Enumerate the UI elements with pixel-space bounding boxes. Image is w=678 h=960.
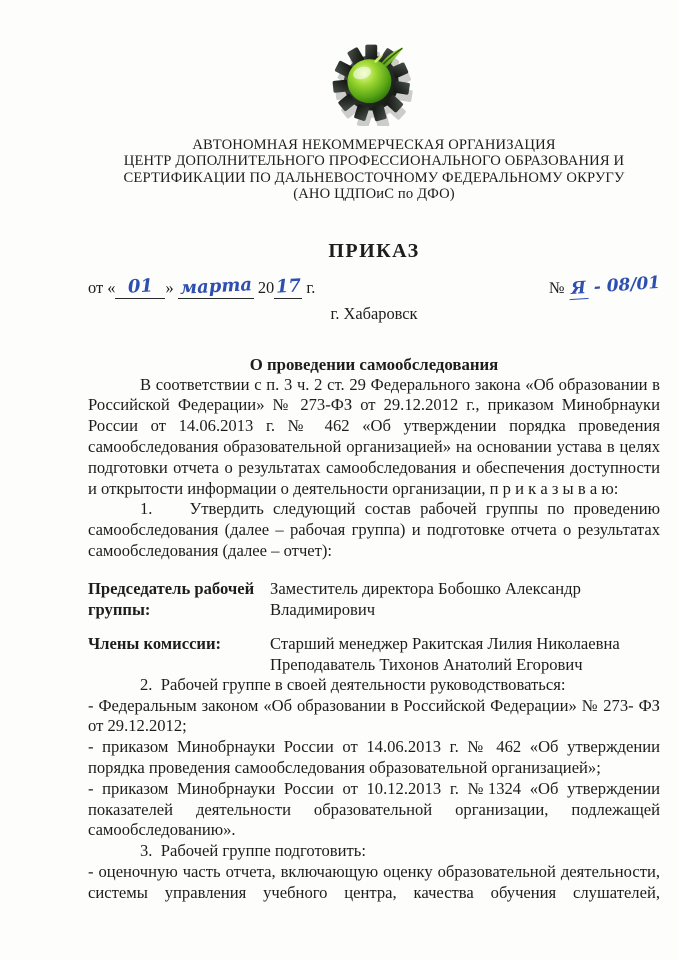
handwritten-number	[568, 274, 660, 297]
order-item-2-intro: 2. Рабочей группе в своей деятельности руководствоваться:	[140, 674, 566, 694]
roster-row-members	[88, 633, 660, 675]
handwritten-number-letter: Я	[568, 278, 588, 300]
date-close-quote: »	[165, 277, 174, 297]
date-month-blank	[178, 273, 254, 299]
date-line	[88, 273, 316, 299]
handwritten-month: марта	[179, 273, 253, 299]
meta-row	[88, 272, 661, 299]
handwritten-year: 17	[275, 274, 302, 298]
org-name-line: АВТОНОМНАЯ НЕКОММЕРЧЕСКАЯ ОРГАНИЗАЦИЯ	[192, 137, 556, 153]
order-item-2-bullet: - приказом Минобрнауки России от 10.12.2013 г. №1324 «Об утверждении показателей деятельности образовательной организации, подлежащей самообследованию».	[88, 778, 660, 840]
city-line: г. Хабаровск	[330, 303, 418, 323]
handwritten-day: 01	[127, 274, 154, 298]
roster-chair-value: Заместитель директора Бобошко Александр Владимирович	[270, 578, 581, 619]
roster-member: Преподаватель Тихонов Анатолий Егорович	[270, 654, 583, 674]
org-name-line: (АНО ЦДПОиС по ДФО)	[293, 186, 455, 203]
order-item-2-bullet: - Федеральным законом «Об образовании в Российской Федерации» № 273- ФЗ от 29.12.2012;	[88, 695, 660, 736]
org-logo	[318, 40, 430, 131]
date-year-blank	[274, 274, 302, 299]
roster-members-label: Члены комиссии:	[88, 633, 222, 653]
gear-apple-logo-icon	[318, 40, 430, 126]
roster-row-chair	[88, 578, 660, 620]
document-number	[548, 272, 661, 299]
number-label: №	[548, 277, 565, 297]
document-title: ПРИКАЗ	[328, 239, 420, 262]
date-suffix: г.	[302, 277, 316, 297]
org-name-block	[88, 137, 660, 203]
date-year-prefix: 20	[257, 277, 275, 297]
handwritten-number-rest: - 08/01	[592, 272, 661, 298]
org-name-line: СЕРТИФИКАЦИИ ПО ДАЛЬНЕВОСТОЧНОМУ ФЕДЕРАЛЬНОМУ ОКРУГУ	[123, 169, 625, 186]
order-item-3-bullet: - оценочную часть отчета, включающую оценку образовательной деятельности, системы управления учебного центра, качества обучения слушателей,	[88, 861, 660, 902]
subject-heading: О проведении самообследования	[249, 354, 499, 374]
intro-paragraph: В соответствии с п. 3 ч. 2 ст. 29 Федерального закона «Об образовании в Российской Федерации» № 273-ФЗ от 29.12.2012 г., приказом Минобрнауки России от 14.06.2013 г. № 462 «Об утверждении порядка проведения самообследования образовательной организацией» на основании устава в целях подготовки отчета о результатах самообследования и обеспечения доступности и открытости информации о деятельности организации, п р и к а з ы в а ю:	[88, 374, 660, 498]
roster-member: Старший менеджер Ракитская Лилия Николаевна	[270, 633, 620, 653]
roster-members-values	[270, 633, 660, 675]
order-item-3-intro: 3. Рабочей группе подготовить:	[140, 841, 366, 861]
order-item-2-bullet: - приказом Минобрнауки России от 14.06.2013 г. № 462 «Об утверждении порядка проведения самообследования образовательной организацией»;	[88, 737, 660, 777]
date-prefix: от «	[88, 277, 116, 297]
org-name-line: ЦЕНТР ДОПОЛНИТЕЛЬНОГО ПРОФЕССИОНАЛЬНОГО ОБРАЗОВАНИЯ И	[123, 153, 625, 170]
date-day-blank	[115, 274, 165, 299]
order-item-1: 1. Утвердить следующий состав рабочей группы по проведению самообследования (далее – рабочая группа) и подготовке отчета о результатах самообследования (далее – отчет):	[88, 499, 660, 560]
roster-chair-label: Председатель рабочей группы:	[88, 578, 255, 619]
document-content	[88, 0, 660, 904]
